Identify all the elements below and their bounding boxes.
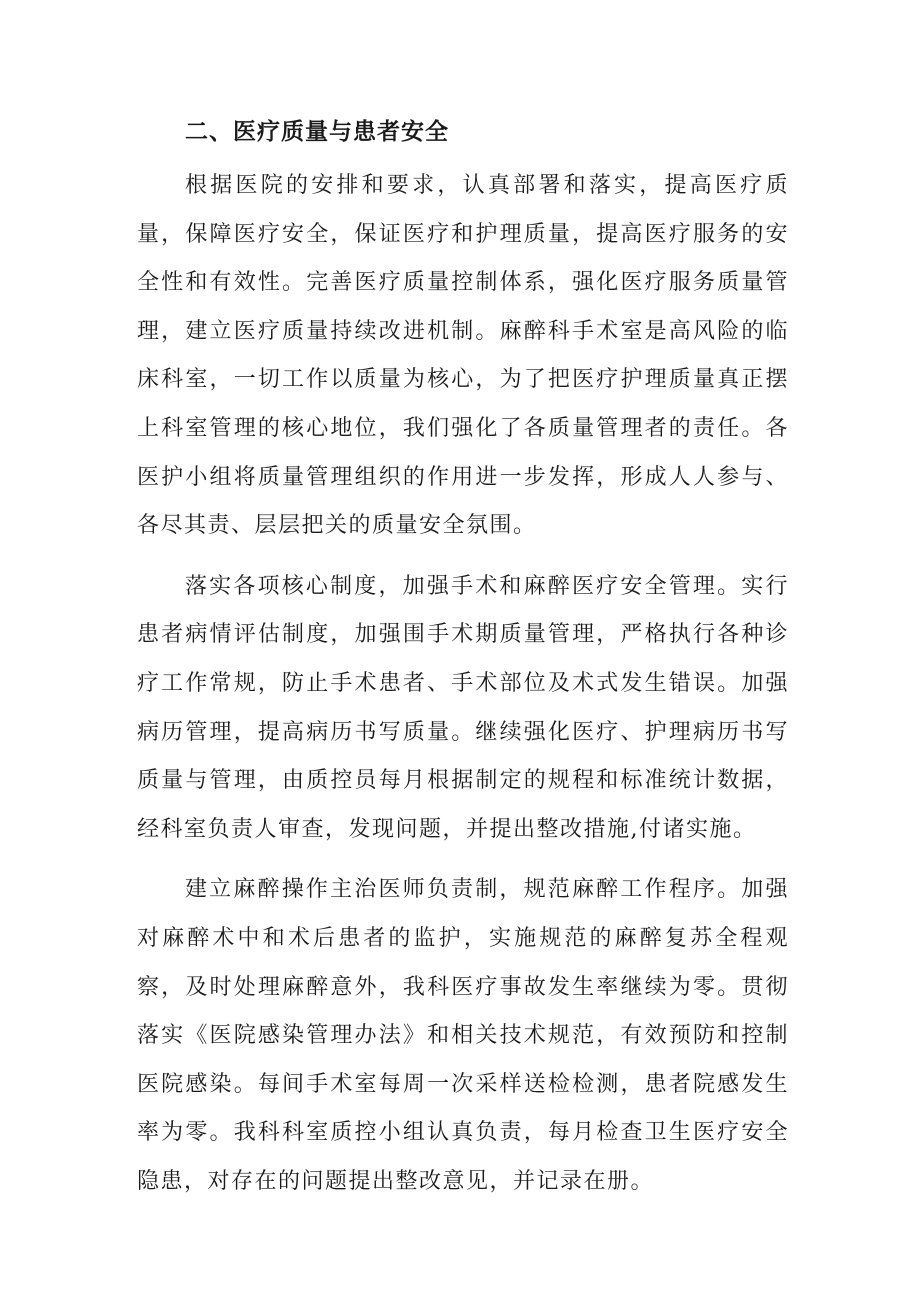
section-heading: 二、医疗质量与患者安全	[185, 118, 449, 145]
document-page	[137, 114, 789, 1218]
paragraph-anesthesia-responsibility: 建立麻醉操作主治医师负责制，规范麻醉工作程序。加强对麻醉术中和术后患者的监护，实施规范的麻醉复苏全程观察，及时处理麻醉意外，我科医疗事故发生率继续为零。贯彻落实《医院感染管理办法》和相关技术规范，有效预防和控制医院感染。每间手术室每周一次采样送检检测，患者院感发生率为零。我科科室质控小组认真负责，每月检查卫生医疗安全隐患，对存在的问题提出整改意见，并记录在册。	[137, 877, 789, 1194]
paragraph-core-systems: 落实各项核心制度，加强手术和麻醉医疗安全管理。实行患者病情评估制度，加强围手术期质量管理，严格执行各种诊疗工作常规，防止手术患者、手术部位及术式发生错误。加强病历管理，提高病历书写质量。继续强化医疗、护理病历书写质量与管理，由质控员每月根据制定的规程和标准统计数据，经科室负责人审查，发现问题，并提出整改措施,付诸实施。	[137, 573, 789, 842]
paragraph-quality-management: 根据医院的安排和要求，认真部署和落实，提高医疗质量，保障医疗安全，保证医疗和护理质量，提高医疗服务的安全性和有效性。完善医疗质量控制体系，强化医疗服务质量管理，建立医疗质量持续改进机制。麻醉科手术室是高风险的临床科室，一切工作以质量为核心，为了把医疗护理质量真正摆上科室管理的核心地位，我们强化了各质量管理者的责任。各医护小组将质量管理组织的作用进一步发挥，形成人人参与、各尽其责、层层把关的质量安全氛围。	[137, 173, 789, 539]
